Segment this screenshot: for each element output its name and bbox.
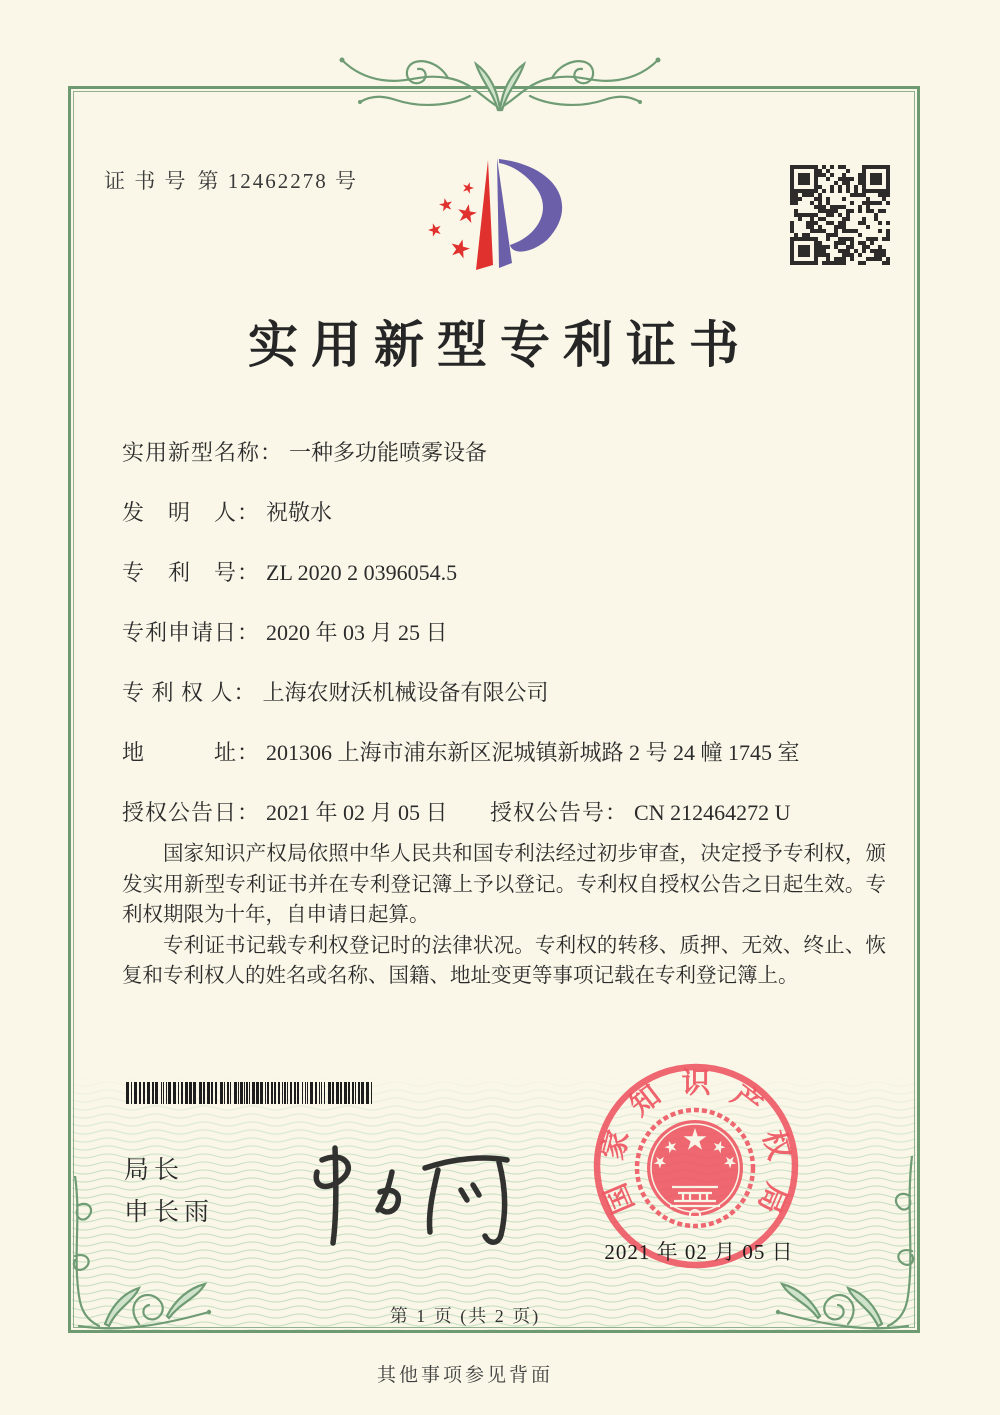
svg-text:局: 局 xyxy=(751,1178,793,1218)
barcode xyxy=(126,1082,378,1104)
dragon-scroll-ornament xyxy=(330,48,670,123)
field-value: 祝敬水 xyxy=(266,500,333,525)
legal-paragraph-2: 专利证书记载专利权登记时的法律状况。专利权的转移、质押、无效、终止、恢复和专利权人的姓名或名称、国籍、地址变更等事项记载在专利登记簿上。 xyxy=(122,934,886,987)
certificate-number-line xyxy=(104,165,358,195)
field-row-patent-number xyxy=(122,556,457,587)
field-value: CN 212464272 U xyxy=(634,800,791,825)
signer-title: 局长 xyxy=(124,1157,185,1184)
field-value: 一种多功能喷雾设备 xyxy=(289,440,488,465)
commissioner-signature xyxy=(275,1133,515,1251)
svg-text:家: 家 xyxy=(597,1127,636,1164)
field-label: 专 利 号： xyxy=(122,560,261,585)
field-value: 上海农财沃机械设备有限公司 xyxy=(262,680,549,705)
legal-paragraph-1: 国家知识产权局依照中华人民共和国专利法经过初步审查，决定授予专利权，颁发实用新型专利证书并在专利登记簿上予以登记。专利权自授权公告之日起生效。专利权期限为十年，自申请日起算。 xyxy=(122,843,886,926)
logo-p-bowl xyxy=(499,159,562,252)
field-label: 实用新型名称： xyxy=(122,440,284,465)
field-value: 201306 上海市浦东新区泥城镇新城路 2 号 24 幢 1745 室 xyxy=(266,740,800,765)
svg-text:国: 国 xyxy=(599,1178,641,1218)
field-label: 地 址： xyxy=(122,740,261,765)
page-info: 第 1 页 (共 2 页) xyxy=(389,1306,541,1326)
svg-text:识: 识 xyxy=(681,1067,711,1100)
field-label: 发 明 人： xyxy=(122,500,261,525)
logo-red-wedge xyxy=(476,160,493,270)
field-value: 2020 年 03 月 25 日 xyxy=(266,620,448,645)
certificate-number-value: 第 12462278 号 xyxy=(197,169,358,193)
logo-stars xyxy=(427,181,479,260)
back-note: 其他事项参见背面 xyxy=(376,1365,553,1386)
field-label: 授权公告号： xyxy=(490,800,629,825)
field-label: 授权公告日： xyxy=(122,800,261,825)
certificate-title: 实用新型专利证书 xyxy=(248,317,752,373)
field-value: 2021 年 02 月 05 日 xyxy=(266,800,448,825)
qr-code xyxy=(790,165,890,265)
svg-text:产: 产 xyxy=(725,1079,768,1123)
field-row-address xyxy=(122,736,800,767)
field-label: 专 利 权 人： xyxy=(122,680,257,705)
field-row-name xyxy=(122,436,487,467)
legal-body-text xyxy=(122,839,886,992)
field-value: ZL 2020 2 0396054.5 xyxy=(266,560,458,585)
signer-name: 申长雨 xyxy=(124,1199,215,1226)
field-row-inventor xyxy=(122,496,332,527)
cnipa-logo xyxy=(415,148,595,283)
field-row-grant-number xyxy=(490,796,790,827)
field-row-grant-date xyxy=(122,796,448,827)
svg-text:知: 知 xyxy=(624,1079,667,1123)
field-label: 专利申请日： xyxy=(122,620,261,645)
logo-purple-wedge xyxy=(497,158,512,268)
field-row-patentee xyxy=(122,676,549,707)
seal-date: 2021 年 02 月 05 日 xyxy=(604,1240,794,1264)
svg-text:权: 权 xyxy=(756,1127,795,1164)
field-row-filing-date xyxy=(122,616,448,647)
certificate-number-label: 证 书 号 xyxy=(104,169,188,193)
